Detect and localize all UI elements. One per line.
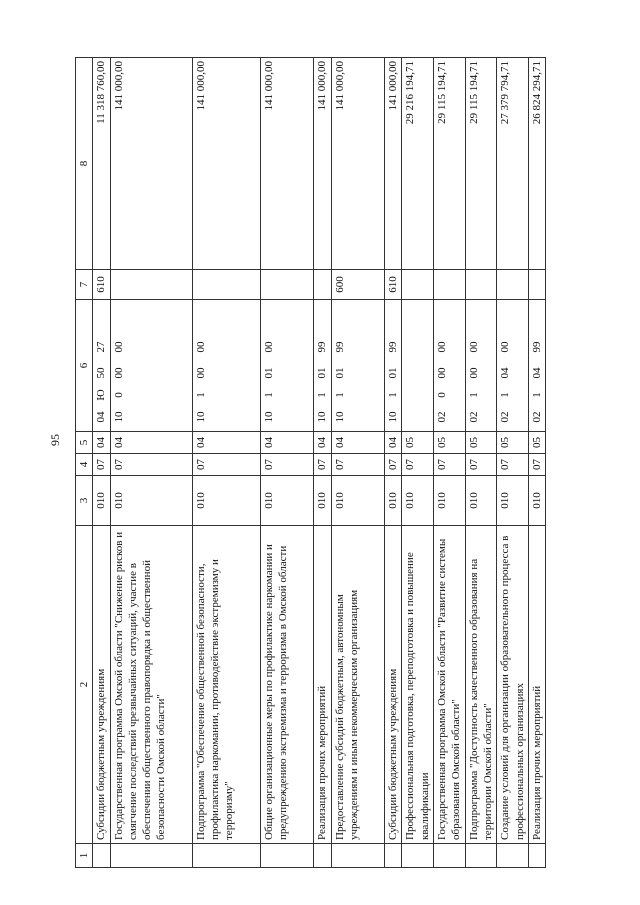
table-row (402, 58, 434, 868)
amount-cell: 141 000,00 (314, 58, 331, 270)
code-target-article-cell (192, 300, 260, 432)
code-part: 01 (387, 367, 400, 379)
code-target-article-cell (385, 300, 402, 432)
code-part: 00 (262, 341, 275, 353)
code-target-article-cell (402, 300, 434, 432)
code-part: 02 (467, 411, 480, 423)
row-name-cell: Реализация прочих мероприятий (314, 526, 331, 844)
amount-cell: 27 379 794,71 (497, 58, 529, 270)
code-part: 50 (95, 367, 108, 379)
row-index-cell (93, 844, 110, 868)
row-name-cell (110, 526, 192, 844)
code-part: 1 (530, 392, 543, 398)
table-row (385, 58, 402, 868)
amount-cell: 11 318 760,00 (93, 58, 110, 270)
code-part: 00 (194, 367, 207, 379)
code-expense-type-cell (465, 270, 497, 300)
code-part: 00 (112, 367, 125, 379)
code-part: 10 (316, 411, 329, 423)
code-section-cell: 07 (385, 454, 402, 476)
amount-cell: 141 000,00 (260, 58, 314, 270)
table-row (314, 58, 331, 868)
row-name-cell (260, 526, 314, 844)
code-ministry-cell: 010 (497, 476, 529, 526)
row-index-cell (314, 844, 331, 868)
row-name-cell: Реализация прочих мероприятий (528, 526, 545, 844)
row-index-cell (497, 844, 529, 868)
code-target-article-cell (331, 300, 385, 432)
code-section-cell: 07 (314, 454, 331, 476)
code-part: 1 (194, 392, 207, 398)
page-number: 95 (48, 434, 62, 446)
amount-cell: 29 216 194,71 (402, 58, 434, 270)
code-expense-type-cell (497, 270, 529, 300)
code-target-article-cell (260, 300, 314, 432)
code-section-cell: 07 (528, 454, 545, 476)
code-part: 01 (316, 367, 329, 379)
amount-cell: 141 000,00 (192, 58, 260, 270)
row-index-cell (192, 844, 260, 868)
code-part: 1 (467, 392, 480, 398)
code-part: 00 (194, 341, 207, 353)
code-expense-type-cell (192, 270, 260, 300)
code-part: 02 (499, 411, 512, 423)
code-subsection-cell: 05 (528, 432, 545, 454)
amount-cell: 141 000,00 (385, 58, 402, 270)
code-target-article-cell (434, 300, 466, 432)
header-cell: 1 (76, 844, 93, 868)
row-name-cell (331, 526, 385, 844)
code-section-cell: 07 (465, 454, 497, 476)
code-ministry-cell: 010 (93, 476, 110, 526)
code-subsection-cell: 04 (110, 432, 192, 454)
header-cell: 4 (76, 454, 93, 476)
table-row (331, 58, 385, 868)
row-spacer (290, 529, 312, 840)
code-expense-type-cell (314, 270, 331, 300)
code-ministry-cell: 010 (331, 476, 385, 526)
table-row (497, 58, 529, 868)
amount-cell: 141 000,00 (110, 58, 192, 270)
code-part: 04 (530, 367, 543, 379)
row-index-cell (434, 844, 466, 868)
code-ministry-cell: 010 (314, 476, 331, 526)
code-section-cell: 07 (110, 454, 192, 476)
amount-cell: 29 115 194,71 (434, 58, 466, 270)
code-subsection-cell: 04 (93, 432, 110, 454)
row-name-cell: Субсидии бюджетным учреждениям (385, 526, 402, 844)
code-part: 00 (436, 341, 449, 353)
budget-table-page (75, 58, 620, 868)
code-subsection-cell: 05 (497, 432, 529, 454)
code-part: 1 (333, 392, 346, 398)
code-expense-type-cell: 600 (331, 270, 385, 300)
row-name-cell: Субсидии бюджетным учреждениям (93, 526, 110, 844)
code-section-cell: 07 (260, 454, 314, 476)
row-index-cell (110, 844, 192, 868)
code-ministry-cell: 010 (528, 476, 545, 526)
amount-cell: 141 000,00 (331, 58, 385, 270)
header-cell: 5 (76, 432, 93, 454)
amount-cell: 29 115 194,71 (465, 58, 497, 270)
code-target-article-cell (465, 300, 497, 432)
header-cell: 7 (76, 270, 93, 300)
code-ministry-cell: 010 (465, 476, 497, 526)
code-target-article-cell (110, 300, 192, 432)
code-part: Ю (95, 389, 108, 401)
row-index-cell (385, 844, 402, 868)
code-expense-type-cell: 610 (385, 270, 402, 300)
code-part: 00 (112, 341, 125, 353)
code-part: 1 (262, 392, 275, 398)
code-subsection-cell: 04 (385, 432, 402, 454)
code-part: 0 (112, 392, 125, 398)
code-target-article-cell (528, 300, 545, 432)
code-part: 99 (530, 341, 543, 353)
code-part: 01 (333, 367, 346, 379)
header-cell: 6 (76, 300, 93, 432)
row-name-text: Подпрограмма "Обеспечение общественной безопасности, профилактика наркомании, противодействие экстремизму и терроризму" (194, 559, 236, 840)
code-target-article-cell (497, 300, 529, 432)
code-expense-type-cell (110, 270, 192, 300)
code-part: 99 (333, 341, 346, 353)
header-row (76, 58, 93, 868)
table-row (260, 58, 314, 868)
code-expense-type-cell: 610 (93, 270, 110, 300)
row-spacer (237, 529, 259, 840)
row-name-text: Предоставление субсидий бюджетным, автономным учреждениям и иным некоммерческим организациям (333, 589, 360, 840)
code-part: 10 (194, 411, 207, 423)
row-name-text: Общие организационные меры по профилактике наркомании и предупреждению экстремизма и терроризма в Омской области (262, 544, 289, 840)
code-section-cell: 07 (497, 454, 529, 476)
table-row (528, 58, 545, 868)
header-cell: 8 (76, 58, 93, 270)
code-part: 02 (436, 411, 449, 423)
code-expense-type-cell (434, 270, 466, 300)
row-index-cell (465, 844, 497, 868)
code-part: 10 (262, 411, 275, 423)
code-ministry-cell: 010 (110, 476, 192, 526)
code-part: 04 (499, 367, 512, 379)
code-part: 1 (316, 392, 329, 398)
row-index-cell (402, 844, 434, 868)
code-ministry-cell: 010 (434, 476, 466, 526)
table-row (434, 58, 466, 868)
header-cell: 3 (76, 476, 93, 526)
code-subsection-cell: 04 (331, 432, 385, 454)
table-row (192, 58, 260, 868)
code-expense-type-cell (260, 270, 314, 300)
code-subsection-cell: 05 (465, 432, 497, 454)
code-subsection-cell: 04 (260, 432, 314, 454)
code-subsection-cell: 04 (192, 432, 260, 454)
budget-table (75, 57, 546, 868)
code-ministry-cell: 010 (385, 476, 402, 526)
code-part: 10 (333, 411, 346, 423)
row-name-cell: Подпрограмма "Доступность качественного образования на территории Омской области" (465, 526, 497, 844)
code-part: 00 (499, 341, 512, 353)
code-subsection-cell: 05 (434, 432, 466, 454)
code-subsection-cell: 04 (314, 432, 331, 454)
code-part: 00 (436, 367, 449, 379)
table-row (110, 58, 192, 868)
code-expense-type-cell (528, 270, 545, 300)
code-expense-type-cell (402, 270, 434, 300)
code-ministry-cell: 010 (260, 476, 314, 526)
code-section-cell: 07 (93, 454, 110, 476)
code-part: 27 (95, 341, 108, 353)
code-part: 00 (467, 367, 480, 379)
code-section-cell: 07 (402, 454, 434, 476)
code-ministry-cell: 010 (402, 476, 434, 526)
row-name-cell: Профессиональная подготовка, переподготовка и повышение квалификации (402, 526, 434, 844)
code-part: 10 (387, 411, 400, 423)
code-part: 02 (530, 411, 543, 423)
code-part: 99 (316, 341, 329, 353)
table-row (93, 58, 110, 868)
code-part: 00 (467, 341, 480, 353)
code-section-cell: 07 (434, 454, 466, 476)
code-part: 1 (499, 392, 512, 398)
code-part: 1 (387, 392, 400, 398)
code-part: 99 (387, 341, 400, 353)
code-section-cell: 07 (192, 454, 260, 476)
code-part: 04 (95, 411, 108, 423)
row-index-cell (260, 844, 314, 868)
row-spacer (361, 529, 383, 840)
row-name-cell (192, 526, 260, 844)
code-target-article-cell (314, 300, 331, 432)
code-part: 10 (112, 411, 125, 423)
row-index-cell (528, 844, 545, 868)
code-part: 01 (262, 367, 275, 379)
code-ministry-cell: 010 (192, 476, 260, 526)
table-row (465, 58, 497, 868)
row-spacer (169, 529, 191, 840)
code-subsection-cell: 05 (402, 432, 434, 454)
amount-cell: 26 824 294,71 (528, 58, 545, 270)
code-target-article-cell (93, 300, 110, 432)
header-cell: 2 (76, 526, 93, 844)
row-name-text: Государственная программа Омской области "Снижение рисков и смягчение последствий чрезвычайных ситуаций, участие в обеспечении общественного правопорядка и общественной безопасности Омской области" (112, 531, 168, 840)
row-index-cell (331, 844, 385, 868)
code-section-cell: 07 (331, 454, 385, 476)
code-part: 0 (436, 392, 449, 398)
row-name-cell: Государственная программа Омской области "Развитие системы образования Омской области" (434, 526, 466, 844)
row-name-cell: Создание условий для организации образовательного процесса в профессиональных организациях (497, 526, 529, 844)
